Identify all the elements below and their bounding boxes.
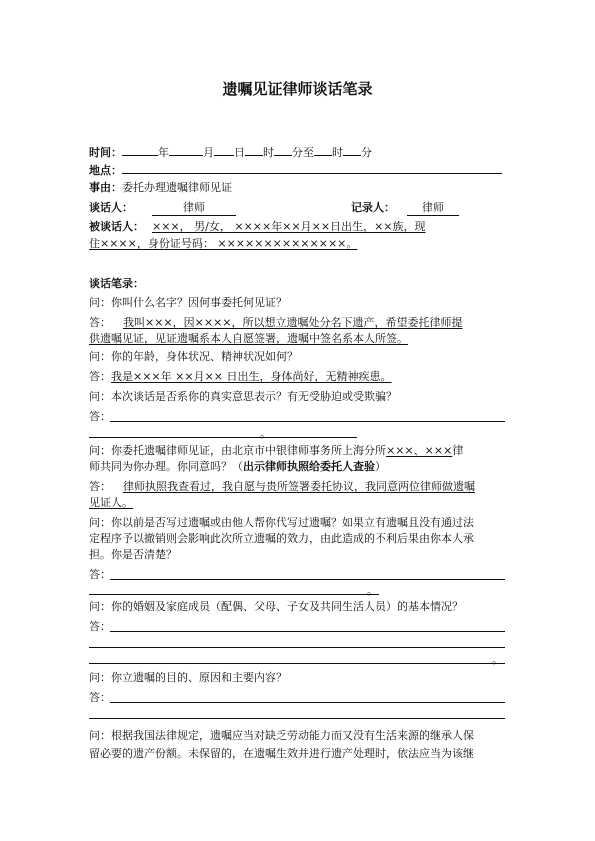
month-unit: 月 (203, 146, 214, 159)
interviewee-info-1: ×××， 男/女， ××××年××月××日出生，××族，现 (152, 220, 426, 233)
hour-blank[interactable] (245, 144, 263, 156)
answer-6-blank-1[interactable] (110, 631, 505, 632)
place-label: 地点： (89, 164, 122, 177)
day-blank[interactable] (214, 144, 234, 156)
time-row (89, 144, 505, 160)
recorder-value: 律师 (407, 201, 459, 216)
minute-blank[interactable] (274, 144, 292, 156)
answer-7-blank-2[interactable] (89, 718, 505, 719)
interviewee-row-1 (89, 220, 505, 234)
interviewer-value: 律师 (152, 201, 236, 216)
answer-3-blank-2[interactable] (89, 437, 357, 438)
answer-1-line-2 (89, 332, 505, 346)
place-blank[interactable] (122, 162, 502, 174)
answer-3-blank-1[interactable] (110, 421, 505, 422)
end-hour-unit: 时 (332, 146, 343, 159)
minute-to-unit: 分至 (292, 146, 314, 159)
answer-4-line-1: 答： 律师执照我查看过，我自愿与贵所签署委托协议，我同意两位律师做遗嘱 (89, 480, 475, 493)
question-5-line-2: 定程序予以撤销则会影响此次所立遗嘱的效力，由此造成的不利后果由你本人承 (89, 532, 474, 545)
answer-1-text-2: 供遗嘱见证，见证遗嘱系本人自愿签署，遗嘱中签名系本人所签。 (89, 332, 408, 345)
answer-4-text-2: 见证人。 (89, 496, 133, 509)
interviewer-label: 谈话人： (89, 201, 133, 214)
answer-2-text: 我是×××年 ××月×× 日出生，身体尚好，无精神疾患。 (111, 370, 392, 383)
question-4-line-1: 问：你委托遗嘱律师见证，由北京市中银律师事务所上海分所×××、×××律 (89, 444, 464, 457)
question-5-line-3: 担。你是否清楚？ (89, 548, 177, 561)
answer-5-blank-1[interactable] (110, 579, 505, 580)
time-label: 时间： (89, 146, 122, 159)
answer-2: 答：我是×××年 ××月×× 日出生，身体尚好，无精神疾患。 (89, 370, 392, 383)
matter-value: 委托办理遗嘱律师见证 (122, 181, 232, 194)
question-8-line-2: 留必要的遗产份额。未保留的，在遗嘱生效并进行遗产处理时，依法应当为该继 (89, 747, 474, 760)
year-unit: 年 (158, 146, 169, 159)
answer-3-row: 答： (89, 410, 111, 423)
lawyer-names: ×××、××× (386, 444, 453, 457)
document-title: 遗嘱见证律师谈话笔录 (222, 80, 373, 98)
license-note: 出示律师执照给委托人查验 (243, 460, 375, 473)
answer-7-blank-1[interactable] (110, 702, 505, 703)
answer-6-blank-3[interactable] (89, 663, 505, 664)
interviewee-label: 被谈话人： (89, 220, 144, 233)
answer-3-period: 。 (260, 427, 271, 440)
question-1: 问：你叫什么名字？因何事委托何见证？ (89, 296, 287, 309)
month-blank[interactable] (169, 144, 203, 156)
place-row (89, 162, 505, 178)
question-8-line-1: 问：根据我国法律规定，遗嘱应当对缺乏劳动能力而又没有生活来源的继承人保 (89, 729, 474, 742)
answer-6-blank-2[interactable] (89, 647, 505, 648)
day-unit: 日 (234, 146, 245, 159)
answer-6-period: 。 (492, 653, 503, 666)
question-3: 问：本次谈话是否系你的真实意思表示？有无受胁迫或受欺骗？ (89, 390, 397, 403)
end-hour-blank[interactable] (314, 144, 332, 156)
answer-7-row: 答： (89, 691, 111, 704)
answer-1-line-1: 答： 我叫×××，因××××，所以想立遗嘱处分名下遗产，希望委托律师提 (89, 316, 463, 329)
answer-1-text-1: 我叫×××，因××××，所以想立遗嘱处分名下遗产，希望委托律师提 (123, 316, 463, 329)
answer-6-row: 答： (89, 620, 111, 633)
question-5-line-1: 问：你以前是否写过遗嘱或由他人帮你代写过遗嘱？如果立有遗嘱且没有通过法 (89, 516, 474, 529)
question-4-line-2: 师共同为你办理。你同意吗？（出示律师执照给委托人查验） (89, 460, 386, 473)
end-minute-unit: 分 (361, 146, 372, 159)
year-blank[interactable] (122, 144, 158, 156)
end-minute-blank[interactable] (343, 144, 361, 156)
answer-5-period: 。 (367, 584, 378, 597)
notes-heading: 谈话笔录： (89, 277, 144, 290)
question-6: 问：你的婚姻及家庭成员（配偶、父母、子女及共同生活人员）的基本情况？ (89, 600, 463, 613)
answer-4-text-1: 律师执照我查看过，我自愿与贵所签署委托协议，我同意两位律师做遗嘱 (123, 480, 475, 493)
answer-5-row: 答： (89, 568, 111, 581)
question-7: 问：你立遗嘱的目的、原因和主要内容？ (89, 671, 287, 684)
answer-4-line-2 (89, 496, 505, 510)
matter-label: 事由： (89, 181, 122, 194)
interviewer-row (89, 201, 505, 216)
hour-unit: 时 (263, 146, 274, 159)
interviewee-row-2 (89, 237, 505, 251)
matter-row (89, 181, 505, 195)
recorder-label: 记录人： (351, 201, 395, 214)
question-2: 问：你的年龄，身体状况、精神状况如何？ (89, 350, 298, 363)
interviewee-info-2: 住××××，身份证号码： ××××××××××××××。 (89, 237, 358, 250)
answer-5-blank-2[interactable] (89, 594, 379, 595)
